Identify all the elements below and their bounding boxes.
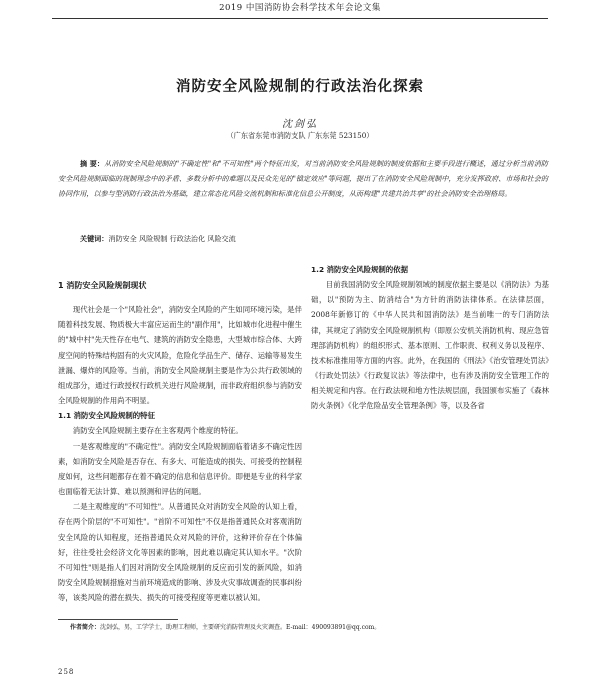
footnote-label: 作者简介： (70, 624, 101, 631)
keywords (80, 233, 548, 245)
abstract (58, 156, 548, 201)
body-paragraph: 二是主观维度的"不可知性"。从普通民众对消防安全风险的认知上看，存在两个阶层的"不可知性"。"首阶不可知性"不仅是指普通民众对客观消防安全风险的认知程度，还指普通民众对风险的评价，这种评价存在个体偏好，往往受社会经济文化等因素的影响，因此难以确定其认知水平。"次阶不可知性"则是指人们因对消防安全风险规制的反应而引发的新风险，如消防安全风险规制措施对当前环境造成的影响、涉及火灾事故调查的民事纠纷等，该类风险的潜在损失、损失的可接受程度等更难以被认知。 (58, 502, 302, 603)
paper-title: 消防安全风险规制的行政法治化探索 (176, 79, 424, 95)
left-column (58, 262, 302, 605)
abstract-text: 从消防安全风险规制的"不确定性"和"不可知性"两个特征出发，对当前消防安全风险规制的制度依据和主要手段进行概述，通过分析当前消防安全风险规制面临的规制理念中的矛盾、多数分析中的难题以及民众先见的"锚定效应"等问题，提出了在消防安全风险规制中，充分发挥政府、市场和社会的协同作用，以参与型消防行政法治为基础，建立常态化风险交流机制和标准化信息公开制度，从而构建"共建共治共享"的社会消防安全治理格局。 (58, 159, 548, 198)
author-name: 沈剑弘 (282, 119, 318, 130)
keywords-text: 消防安全 风险规制 行政法治化 风险交流 (108, 234, 236, 243)
right-column (311, 262, 549, 414)
body-paragraph: 一是客观维度的"不确定性"。消防安全风险规制面临着诸多不确定性因素，如消防安全风险是否存在、有多大、可能造成的损失、可接受的控制程度如何，这些问题都存在着不确定的信息和信息评价。即便是专业的科学家也面临着无法计算、难以预测和评估的问题。 (58, 441, 302, 497)
body-paragraph: 目前我国消防安全风险规制领域的制度依据主要是以《消防法》为基础，以"预防为主、防消结合"为方针的消防法律体系。在法律层面，2008年新修订的《中华人民共和国消防法》是当前唯一的专门消防法律，其规定了消防安全风险规制机构（即原公安机关消防机构、现应急管理部消防机构）的组织形式、基本原则、工作职责、权利义务以及程序、技术标准推用等方面的内容。此外，在我国的《刑法》《治安管理处罚法》《行政处罚法》《行政复议法》等法律中，也有涉及消防安全管理工作的相关规定和内容。在行政法规和地方性法规层面，我国颁布实施了《森林防火条例》《化学危险品安全管理条例》等，以及各省 (311, 280, 549, 411)
footnote-rule (58, 619, 178, 620)
keywords-label: 关键词： (80, 234, 109, 243)
subsection-heading: 1.2 消防安全风险规制的依据 (311, 265, 408, 274)
footnote-text: 沈剑弘，男，工学学士，助理工程师，主要研究消防管理及火灾调查。E-mail：490093891@qq.com。 (100, 624, 381, 631)
subsection-heading: 1.1 消防安全风险规制的特征 (58, 411, 155, 421)
abstract-label: 摘 要： (80, 159, 105, 168)
running-header: 2019 中国消防协会科学技术年会论文集 (52, 0, 548, 19)
page-number: 258 (58, 668, 75, 676)
body-paragraph: 消防安全风险规制主要存在主客观两个维度的特征。 (72, 426, 243, 436)
body-paragraph: 现代社会是一个"风险社会"，消防安全风险的产生如同环境污染，是伴随着科技发展、物质极大丰富应运而生的"副作用"，比如城市化进程中催生的"城中村"先天性存在电气、建筑的消防安全隐患，大型城市综合体、大跨度空间的特殊结构固有的火灾风险，危险化学品生产、储存、运输等易发生泄漏、爆炸的风险等。当前，消防安全风险规制主要是作为公共行政领域的组成部分，通过行政授权行政机关进行风险规制，而非政府组织参与消防安全风险规制的作用尚不明显。 (58, 305, 302, 406)
affiliation: （广东省东莞市消防支队 广东东莞 523150） (226, 131, 374, 140)
footnote (70, 623, 548, 633)
section-heading: 1 消防安全风险规制现状 (58, 281, 147, 290)
